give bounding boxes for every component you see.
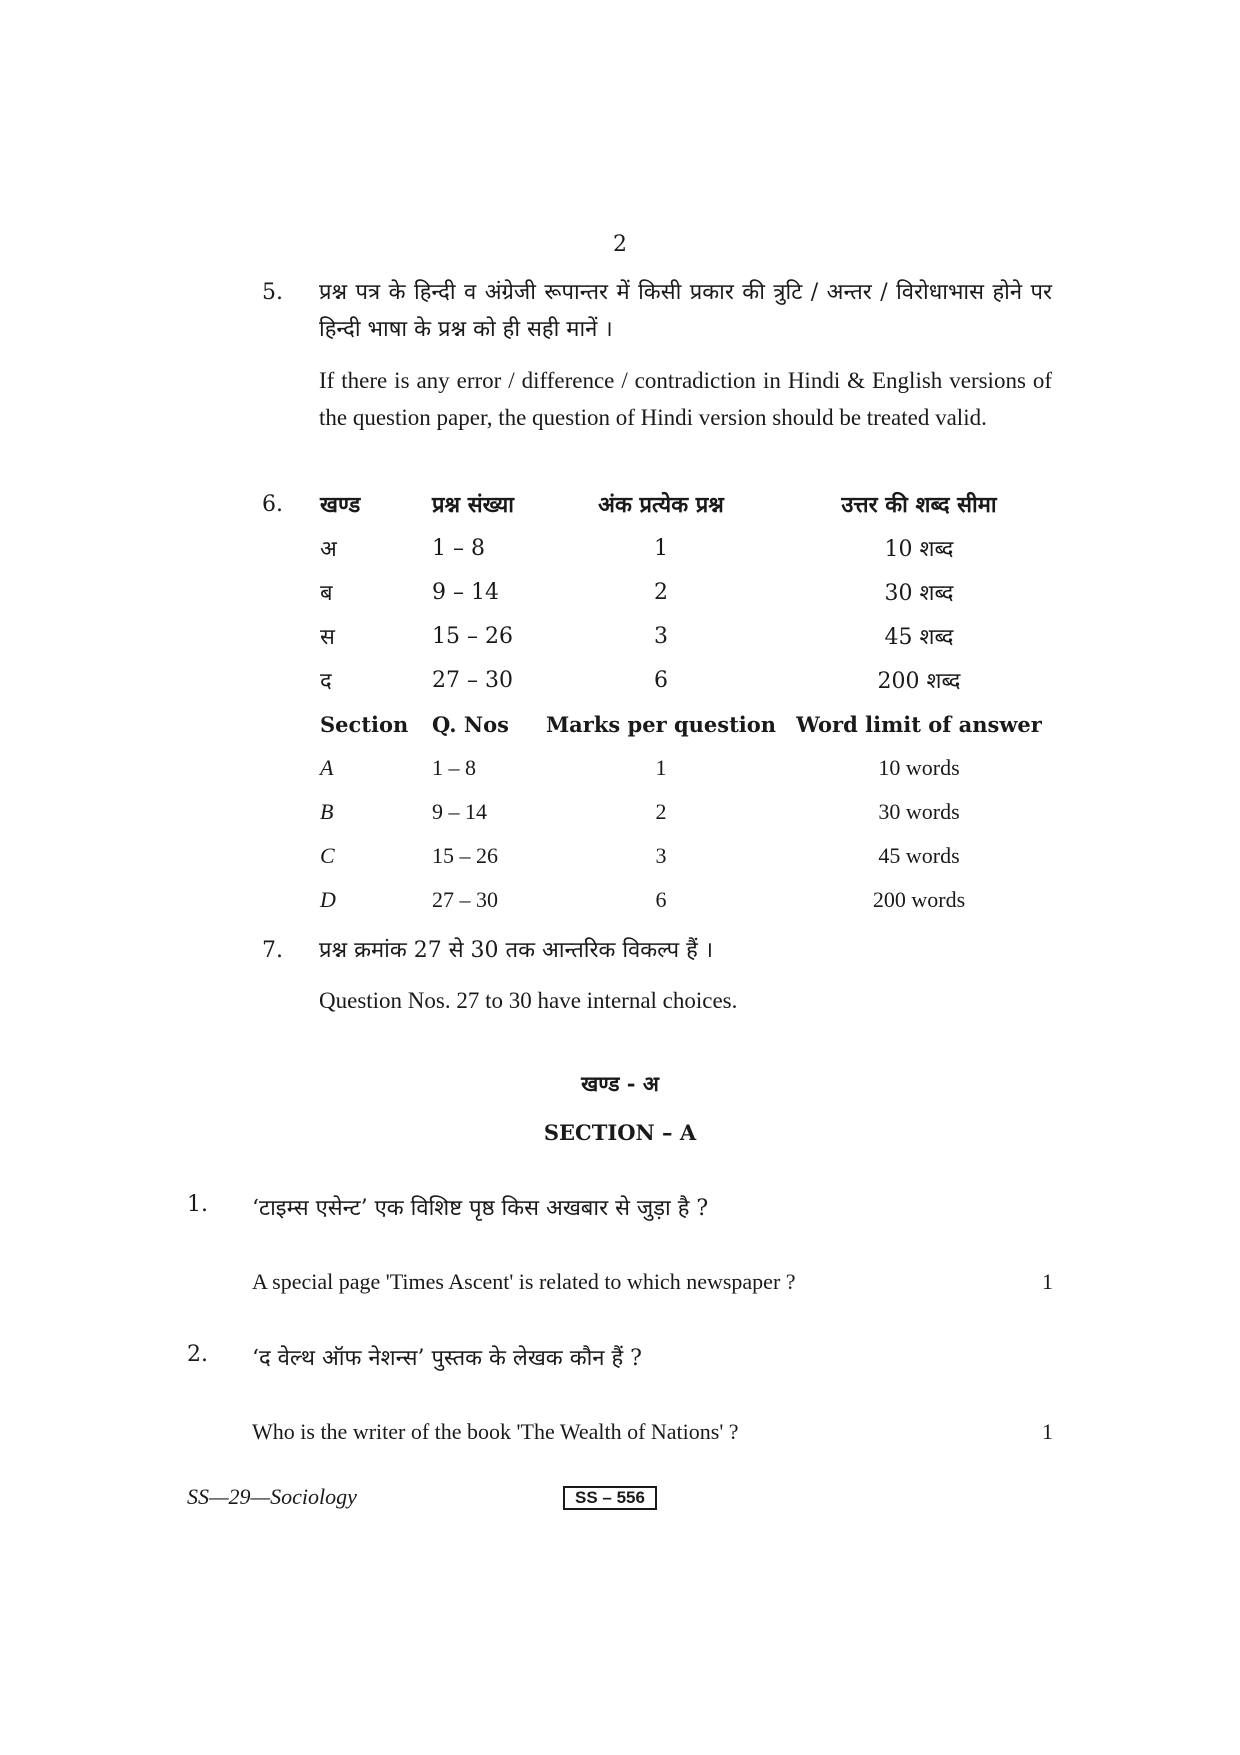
table-row <box>320 526 1060 570</box>
table-cell: A <box>320 755 334 780</box>
table-cell: 1 <box>655 755 667 780</box>
table-row <box>320 658 1060 702</box>
instruction-english: If there is any error / difference / contradiction in Hindi & English versions of the question paper, the question of Hindi version should be treated valid. <box>319 368 1052 430</box>
table-cell: द <box>320 669 332 694</box>
header-cell: Word limit of answer <box>796 711 1042 737</box>
instruction-number: 6. <box>262 492 283 517</box>
table-row <box>320 834 1060 878</box>
question-text-english: A special page 'Times Ascent' is related to which newspaper ? <box>252 1269 796 1294</box>
table-cell: ब <box>320 581 333 606</box>
question-text-english: Who is the writer of the book 'The Wealth of Nations' ? <box>252 1419 739 1444</box>
header-cell: खण्ड <box>320 492 361 518</box>
table-row <box>320 790 1060 834</box>
header-cell: Q. Nos <box>432 711 509 737</box>
marks-distribution-table <box>320 482 1060 922</box>
table-cell: 2 <box>655 799 667 824</box>
table-cell: C <box>320 843 335 868</box>
question-marks: 1 <box>1042 1269 1053 1294</box>
instruction-hindi: प्रश्न पत्र के हिन्दी व अंग्रेजी रूपान्तर में किसी प्रकार की त्रुटि / अन्तर / विरोधाभास होने पर हिन्दी भाषा के प्रश्न को ही सही मानें । <box>319 280 1052 342</box>
table-cell: अ <box>320 537 337 562</box>
header-cell: Section <box>320 711 409 737</box>
table-cell: 45 शब्द <box>884 625 954 650</box>
instruction-english: Question Nos. 27 to 30 have internal choices. <box>319 988 738 1013</box>
header-cell: Marks per question <box>545 711 777 737</box>
table-cell: D <box>320 887 336 912</box>
table-row <box>320 570 1060 614</box>
table-cell: 1 – 8 <box>432 535 485 561</box>
table-cell: 1 <box>654 535 668 561</box>
table-cell: 30 शब्द <box>884 581 954 606</box>
table-cell: स <box>320 625 335 650</box>
table-row <box>320 614 1060 658</box>
table-cell: 6 <box>654 667 668 693</box>
table-cell: 2 <box>654 579 668 605</box>
header-cell: अंक प्रत्येक प्रश्न <box>598 492 724 518</box>
table-cell: 27 – 30 <box>432 887 498 912</box>
page-number: 2 <box>613 232 627 257</box>
table-cell: B <box>320 799 334 824</box>
header-cell: उत्तर की शब्द सीमा <box>841 492 997 518</box>
question-number: 1. <box>187 1192 208 1217</box>
table-cell: 30 words <box>878 799 960 824</box>
question-text-hindi: ‘टाइम्स एसेन्ट’ एक विशिष्ट पृष्ठ किस अखबार से जुड़ा है ? <box>252 1196 709 1221</box>
table-cell: 9 – 14 <box>432 579 499 605</box>
table-cell: 27 – 30 <box>432 667 513 693</box>
instruction-number: 5. <box>262 280 283 305</box>
header-cell: प्रश्न संख्या <box>432 492 514 518</box>
table-cell: 15 – 26 <box>432 623 513 649</box>
table-cell: 9 – 14 <box>432 799 487 824</box>
table-cell: 10 words <box>878 755 960 780</box>
table-cell: 15 – 26 <box>432 843 498 868</box>
footer-subject-code: SS—29—Sociology <box>187 1484 357 1509</box>
table-cell: 3 <box>654 623 668 649</box>
table-cell: 45 words <box>878 843 960 868</box>
table-cell: 1 – 8 <box>432 755 476 780</box>
table-header-english <box>320 702 1060 746</box>
section-heading-hindi: खण्ड - अ <box>581 1071 659 1096</box>
table-cell: 3 <box>655 843 667 868</box>
table-cell: 6 <box>655 887 667 912</box>
table-row <box>320 878 1060 922</box>
section-heading-english: SECTION – A <box>543 1120 697 1145</box>
question-marks: 1 <box>1042 1419 1053 1444</box>
table-row <box>320 746 1060 790</box>
table-cell: 10 शब्द <box>884 537 954 562</box>
question-text-hindi: ‘द वेल्थ ऑफ नेशन्स’ पुस्तक के लेखक कौन हैं ? <box>252 1346 642 1371</box>
instruction-number: 7. <box>262 938 283 963</box>
table-cell: 200 words <box>872 887 966 912</box>
footer-paper-code: SS – 556 <box>563 1486 657 1510</box>
instruction-hindi: प्रश्न क्रमांक 27 से 30 तक आन्तरिक विकल्प हैं । <box>319 938 714 963</box>
table-cell: 200 शब्द <box>877 669 961 694</box>
table-header-hindi <box>320 482 1060 526</box>
question-number: 2. <box>187 1342 208 1367</box>
